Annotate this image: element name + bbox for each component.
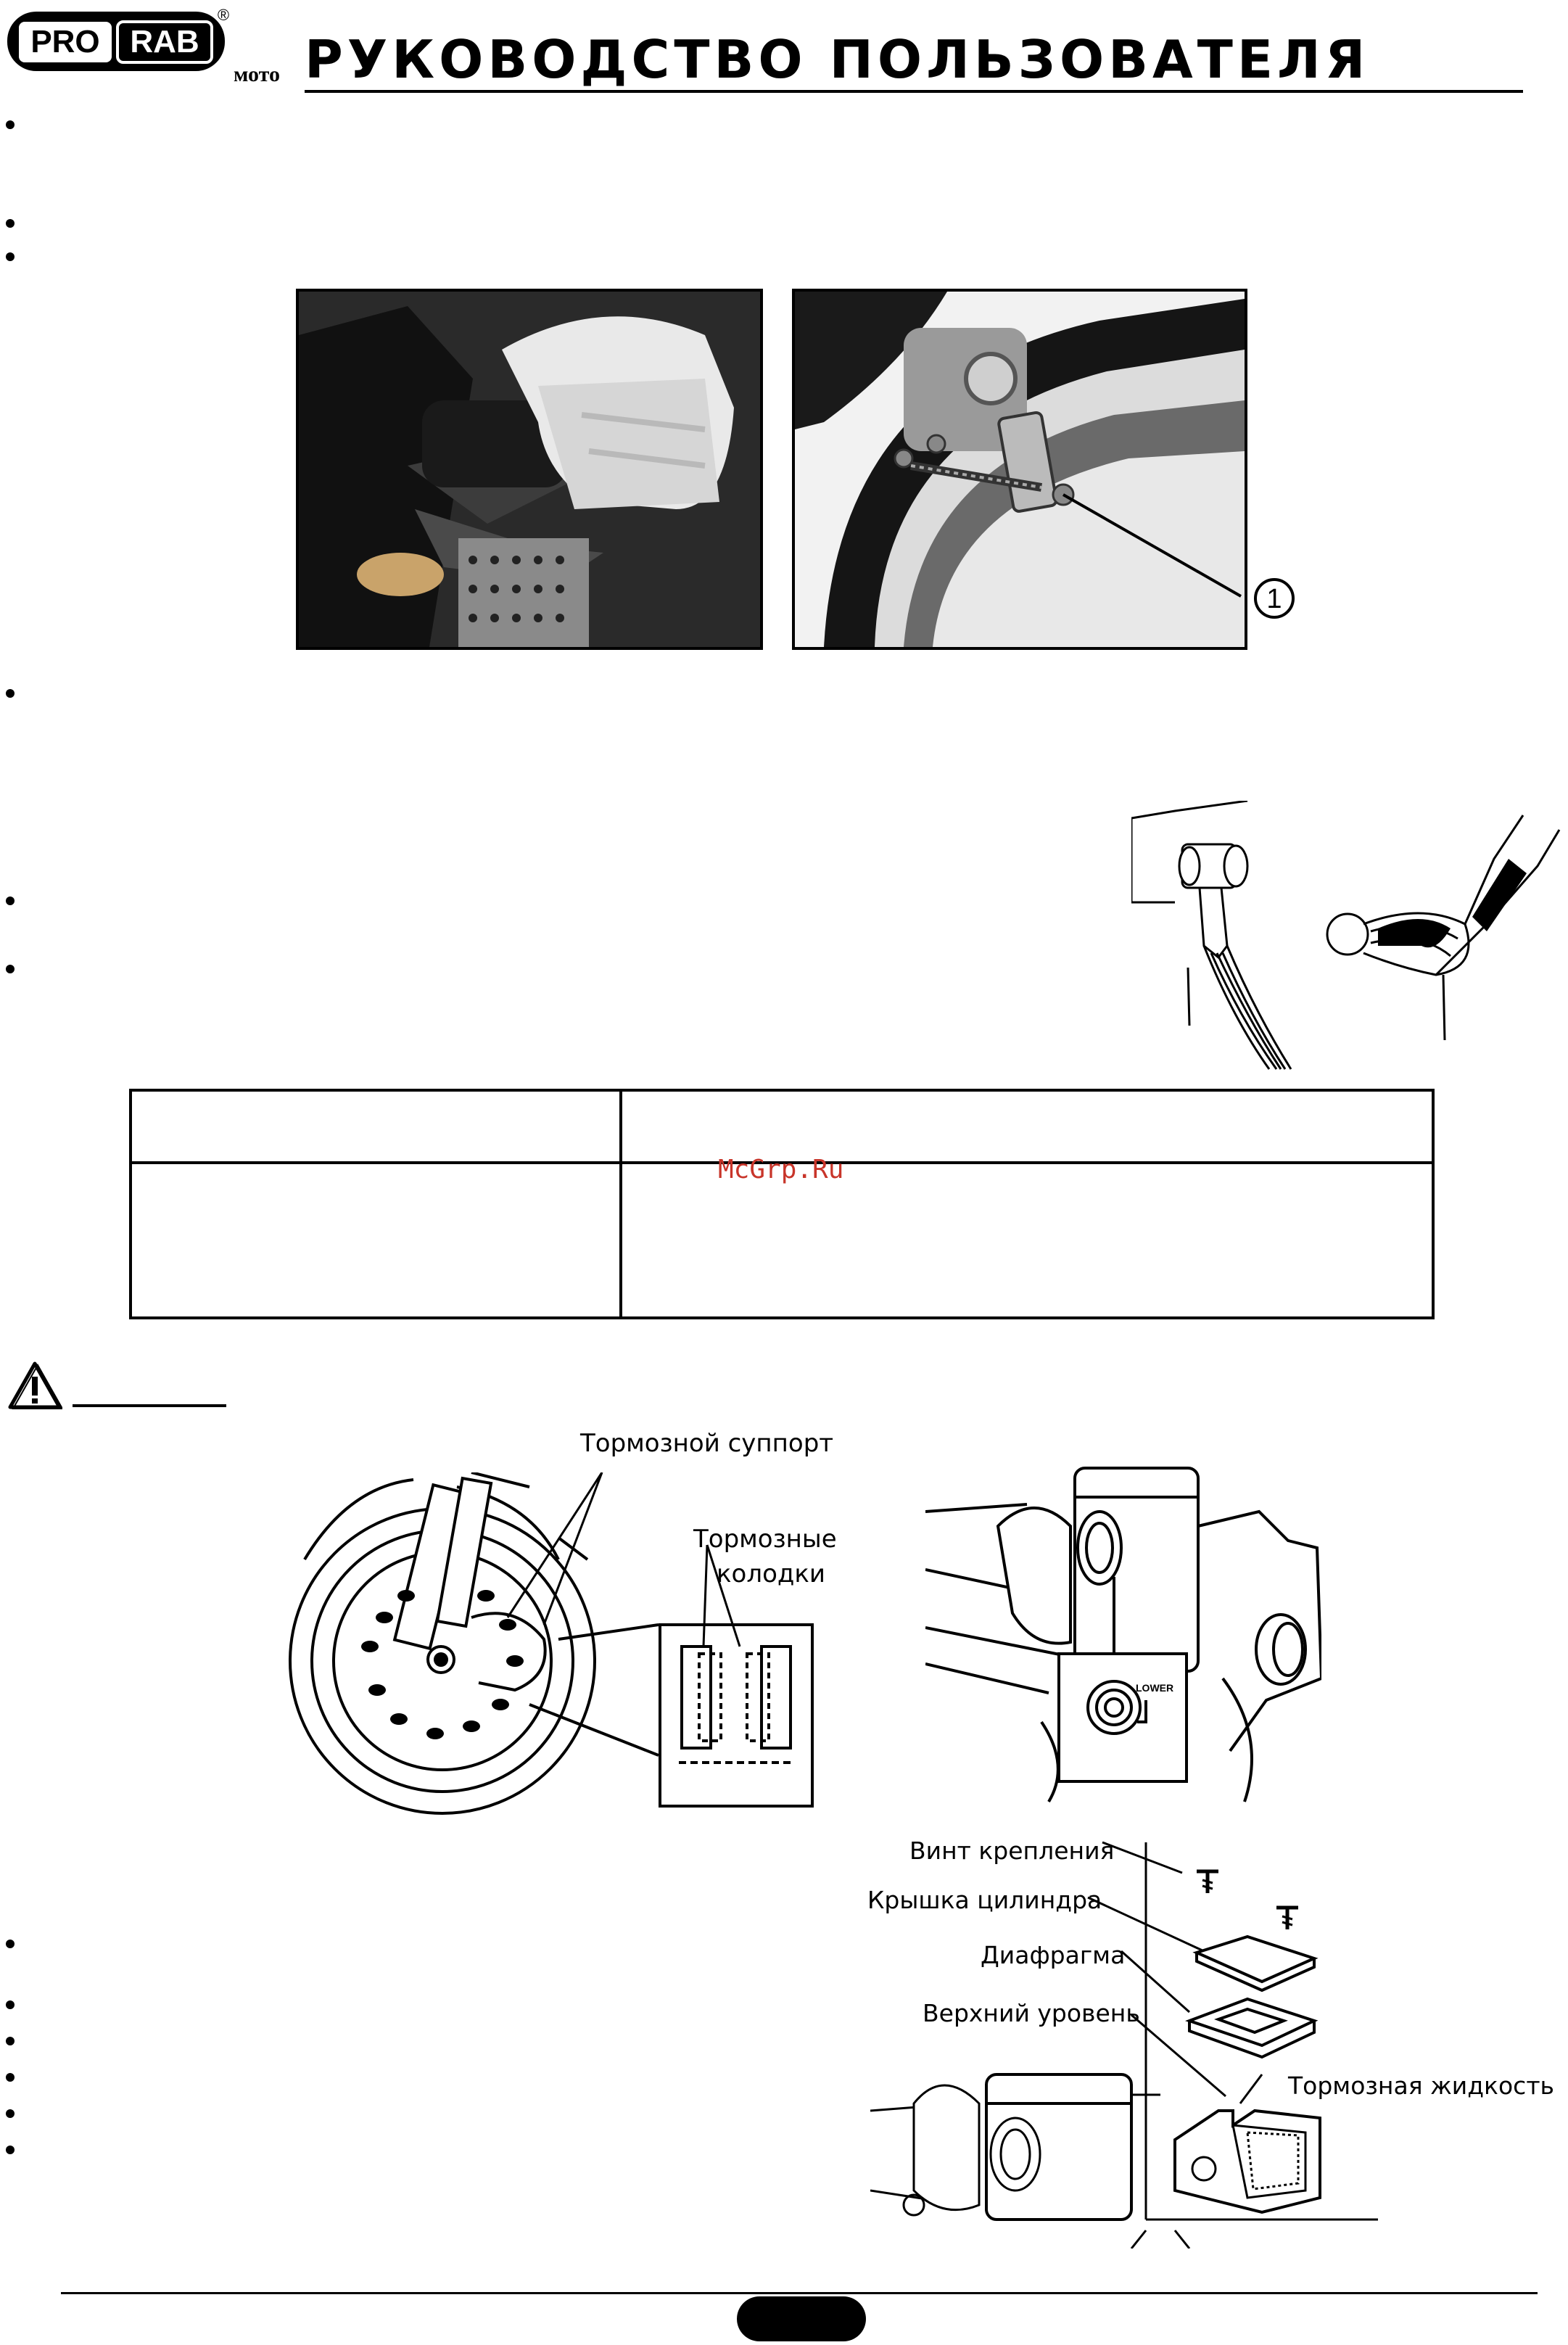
lower-mark: LOWER (1136, 1682, 1174, 1694)
bullet (6, 219, 15, 228)
bullet (6, 2073, 15, 2082)
bullet (6, 1940, 15, 1948)
watermark: McGrp.Ru (718, 1155, 844, 1184)
warning-icon (7, 1361, 62, 1410)
table-column-divider (619, 1092, 622, 1316)
pads-label-line1: Тормозные (693, 1525, 837, 1554)
prorab-logo (4, 4, 231, 81)
registered-mark: ® (217, 6, 230, 24)
brand-rab: RAB (130, 24, 199, 59)
brake-lever-photo (296, 289, 763, 650)
bullet (6, 2000, 15, 2009)
bullet (6, 252, 15, 261)
bullet (6, 689, 15, 698)
screw-label: Винт крепления (909, 1837, 1115, 1865)
brand-pro: PRO (30, 24, 100, 59)
bullet (6, 120, 15, 129)
cover-label: Крышка цилиндра (867, 1886, 1102, 1914)
brake-lever-illustration (299, 292, 760, 647)
reservoir-figure (925, 1461, 1321, 1806)
page-number-badge (737, 2296, 866, 2341)
callout-1 (1249, 573, 1300, 624)
warning-heading-underline (73, 1404, 226, 1407)
diaphragm-label: Диафрагма (981, 1941, 1126, 1969)
brake-fluid-label: Тормозная жидкость (1288, 2072, 1554, 2100)
bullet (6, 2037, 15, 2045)
caliper-label: Тормозной суппорт (580, 1429, 834, 1458)
rear-brake-illustration (795, 292, 1245, 647)
rear-brake-photo (792, 289, 1247, 650)
brake-hose-illustration (1131, 801, 1562, 1071)
bullet (6, 897, 15, 905)
footer-rule (61, 2292, 1538, 2294)
brand-moto: мото (234, 62, 280, 86)
bullet (6, 2146, 15, 2154)
upper-level-label: Верхний уровень (923, 1999, 1140, 2027)
spec-table (129, 1089, 1435, 1319)
callout-1-number: 1 (1266, 584, 1282, 614)
bullet (6, 2109, 15, 2118)
header-rule (305, 90, 1523, 93)
page-title: РУКОВОДСТВО ПОЛЬЗОВАТЕЛЯ (305, 29, 1370, 90)
pads-label-line2: колодки (717, 1559, 826, 1588)
bullet (6, 965, 15, 973)
